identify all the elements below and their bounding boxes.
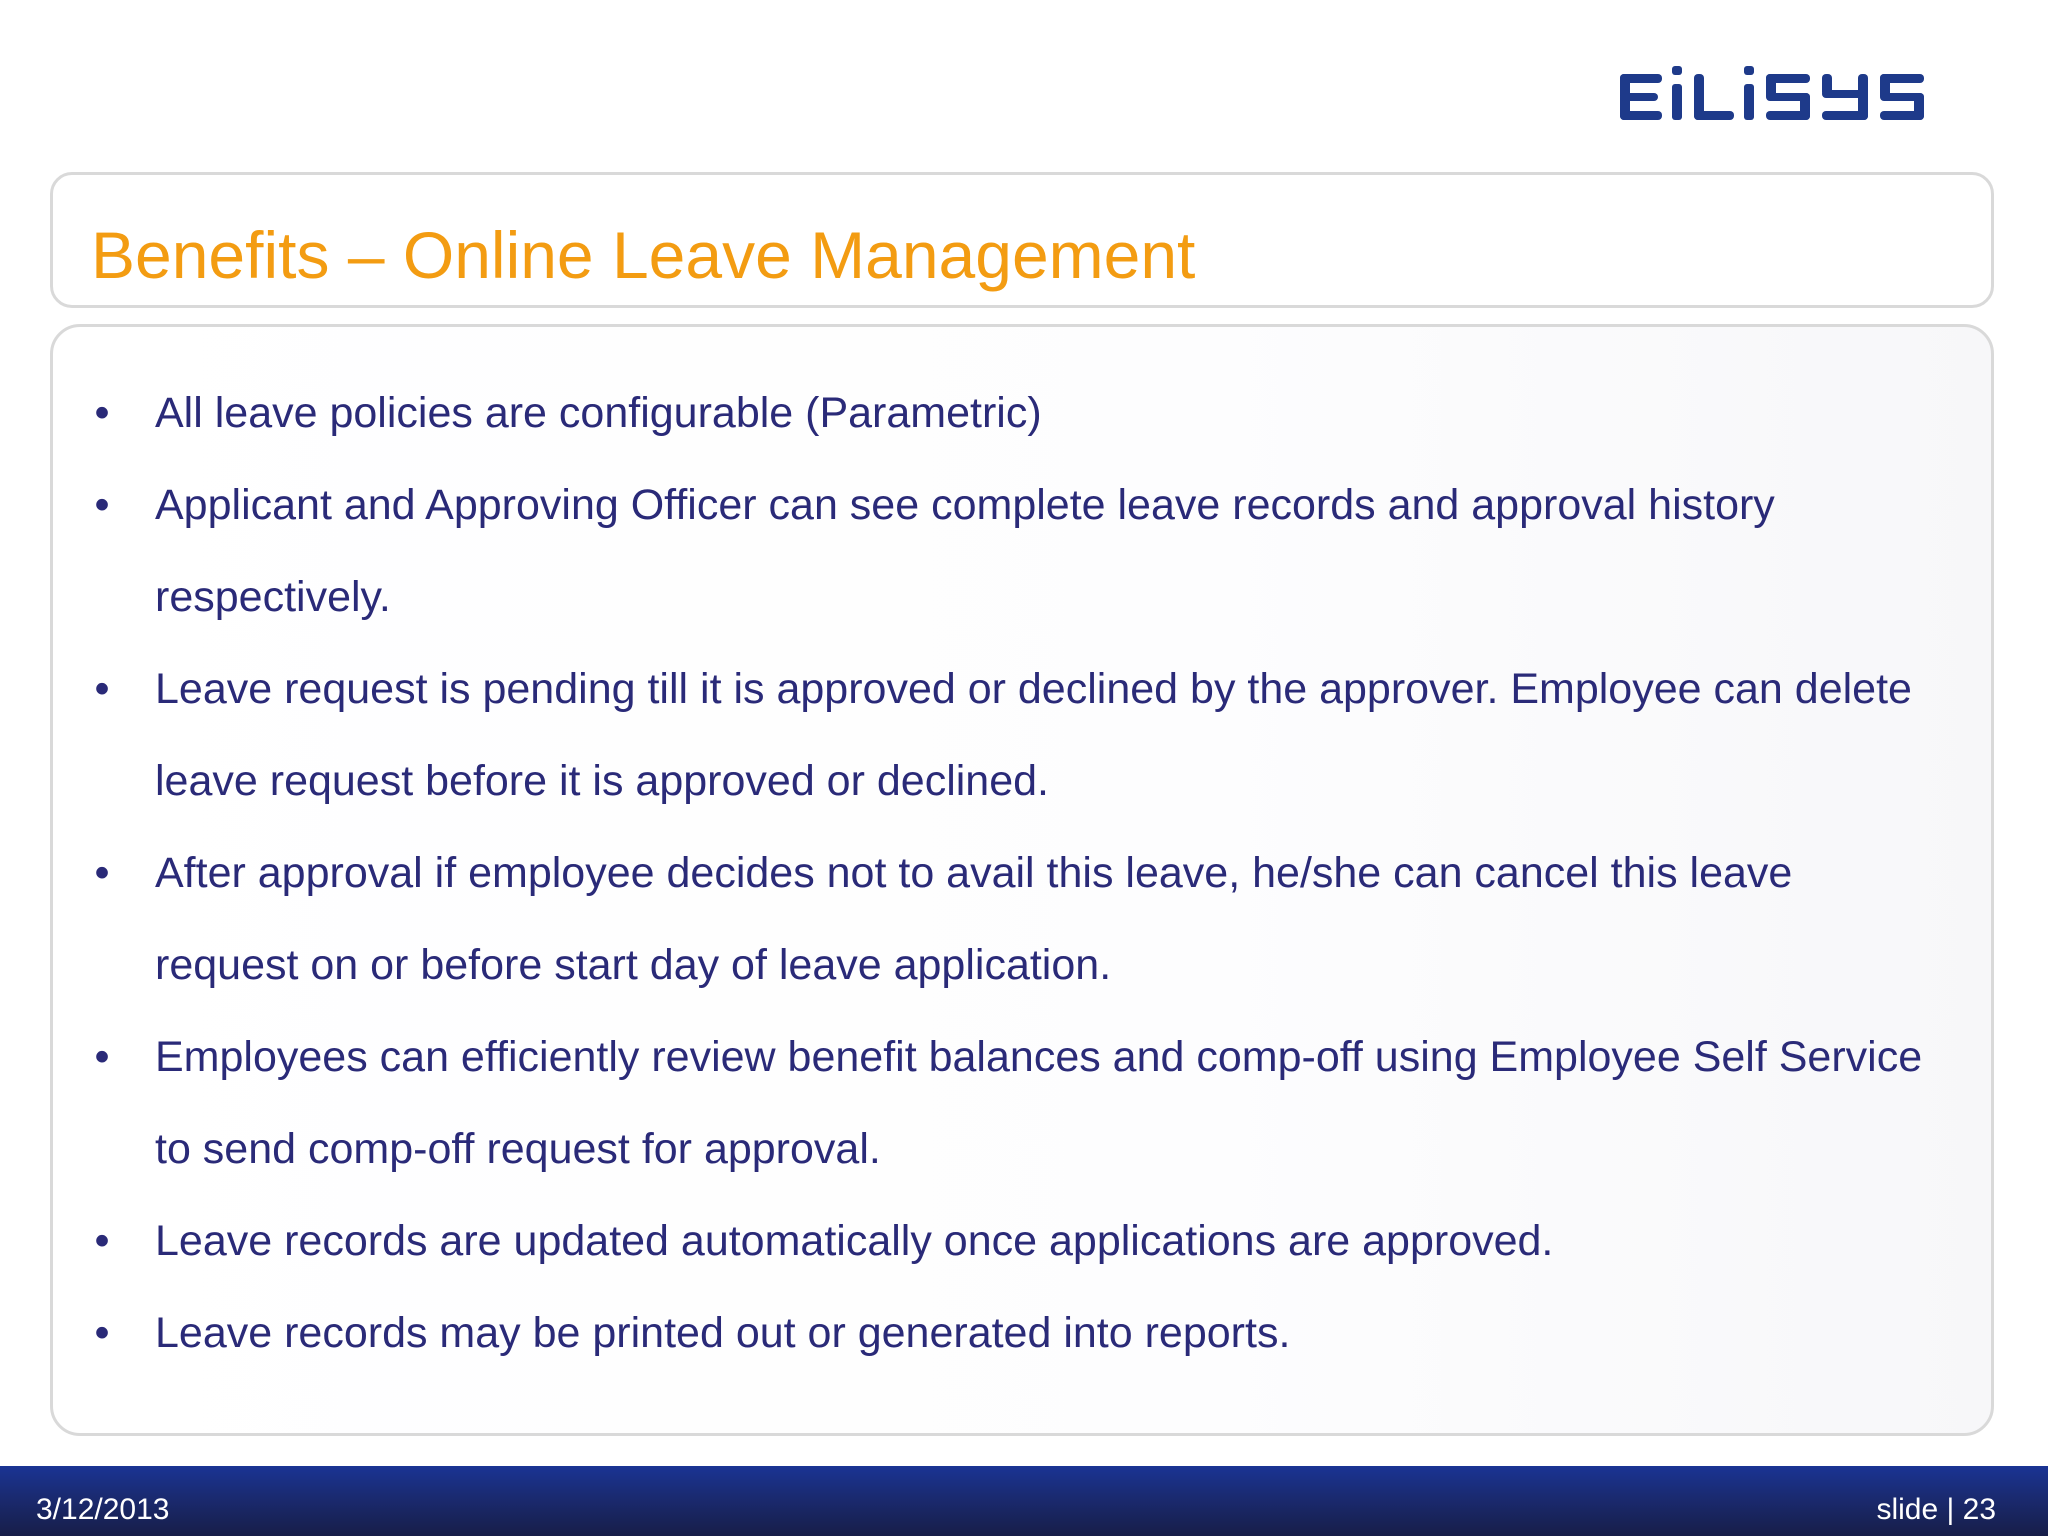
footer-bar	[0, 1466, 2048, 1536]
bullet-icon: •	[94, 1309, 110, 1357]
bullet-icon: •	[94, 665, 110, 713]
bullet-text: Applicant and Approving Officer can see complete leave records and approval history respectively.	[155, 481, 1775, 621]
bullet-list	[53, 367, 1997, 1379]
bullet-icon: •	[94, 481, 110, 529]
bullet-item	[53, 367, 1997, 459]
bullet-icon: •	[94, 389, 110, 437]
bullet-item	[53, 459, 1997, 643]
content-box	[50, 324, 1994, 1436]
bullet-icon: •	[94, 849, 110, 897]
bullet-text: After approval if employee decides not to avail this leave, he/she can cancel this leave request on or before start day of leave application.	[155, 849, 1793, 989]
bullet-icon: •	[94, 1033, 110, 1081]
company-logo	[1620, 66, 1965, 126]
slide-title: Benefits – Online Leave Management	[91, 218, 1196, 292]
bullet-text: Leave request is pending till it is approved or declined by the approver. Employee can delete leave request before it is approved or declined.	[155, 665, 1912, 805]
bullet-item	[53, 1195, 1997, 1287]
slide-number: slide | 23	[1876, 1493, 1996, 1526]
footer-date: 3/12/2013	[36, 1493, 170, 1526]
bullet-text: Leave records are updated automatically once applications are approved.	[155, 1217, 1554, 1265]
bullet-item	[53, 827, 1997, 1011]
bullet-item	[53, 1011, 1997, 1195]
bullet-text: Leave records may be printed out or generated into reports.	[155, 1309, 1291, 1357]
title-box	[50, 172, 1994, 308]
bullet-item	[53, 643, 1997, 827]
bullet-text: All leave policies are configurable (Parametric)	[155, 389, 1042, 437]
bullet-item	[53, 1287, 1997, 1379]
bullet-text: Employees can efficiently review benefit balances and comp-off using Employee Self Service to send comp-off request for approval.	[155, 1033, 1923, 1173]
bullet-icon: •	[94, 1217, 110, 1265]
